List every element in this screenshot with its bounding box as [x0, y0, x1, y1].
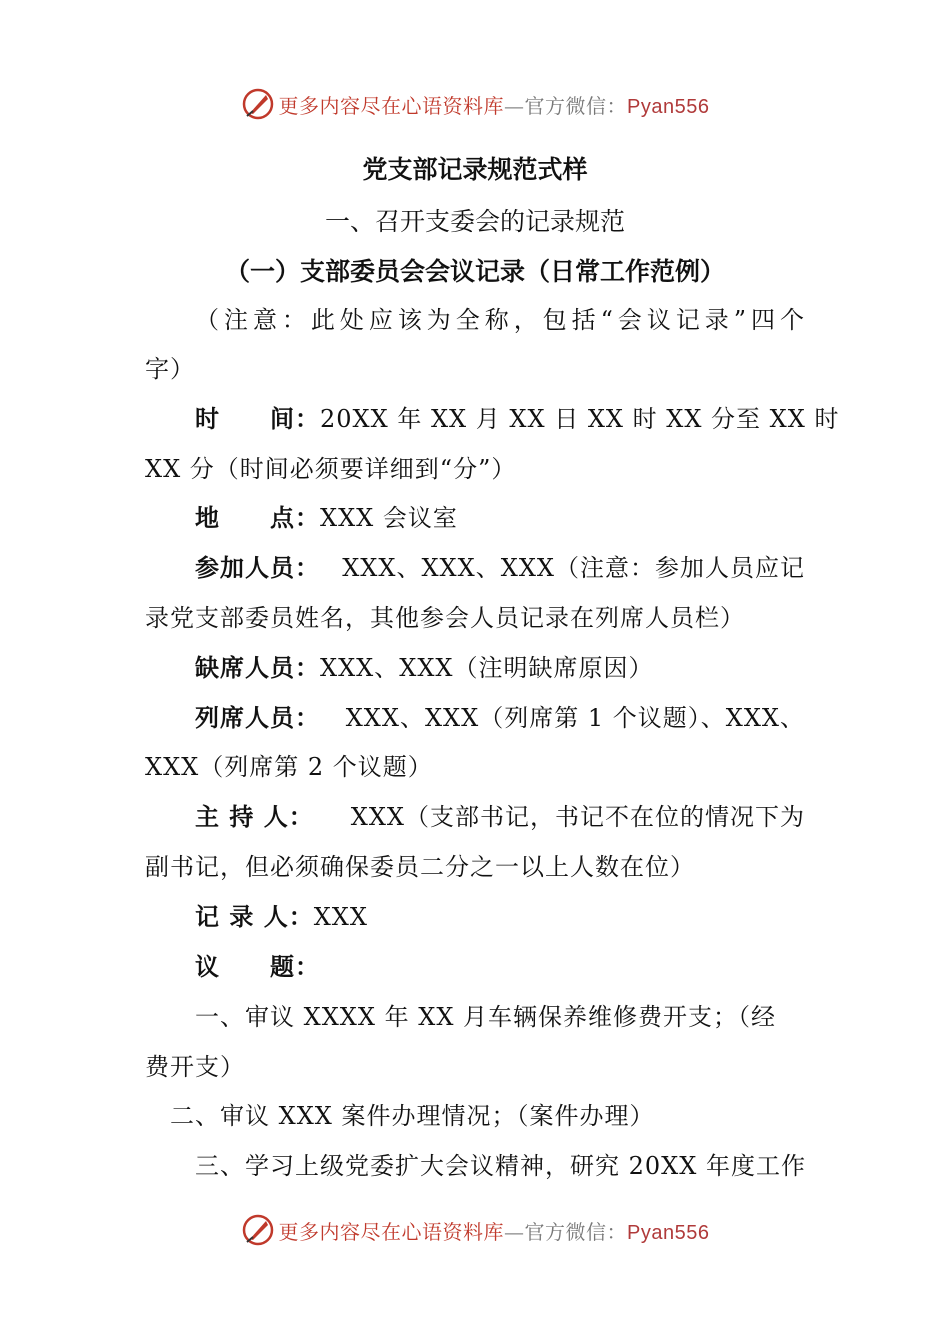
- absent-row: [195, 653, 805, 683]
- place-label: 地 点：: [195, 503, 320, 532]
- observers-label: 列席人员：: [195, 703, 320, 732]
- absent-value: XXX、XXX（注明缺席原因）: [320, 654, 654, 682]
- quill-logo-icon: [241, 87, 275, 121]
- time-value-cont: XX 分（时间必须要详细到“分”）: [145, 455, 517, 483]
- agenda-item-1-text: 一、审议 XXXX 年 XX 月车辆保养维修费开支；（经: [195, 1003, 777, 1031]
- banner-site-text: 更多内容尽在心语资料库: [278, 1219, 505, 1244]
- agenda-label: 议 题：: [195, 952, 320, 981]
- attendees-row: [195, 553, 805, 583]
- header-banner: [0, 84, 950, 124]
- banner-official-text: 官方微信：: [524, 1219, 628, 1244]
- time-row: [195, 404, 840, 434]
- banner-official-text: 官方微信：: [524, 93, 628, 118]
- note-line-2: 字）: [145, 355, 195, 383]
- banner-dash: —: [504, 1219, 525, 1244]
- host-label: 主 持 人：: [195, 802, 314, 831]
- place-row: [195, 503, 805, 533]
- attendees-label: 参加人员：: [195, 553, 320, 582]
- time-label: 时 间：: [195, 404, 320, 433]
- section-heading: 一、召开支委会的记录规范: [324, 207, 625, 236]
- host-value-cont: 副书记，但必须确保委员二分之一以上人数在位）: [145, 853, 695, 881]
- agenda-item-1: [195, 1002, 805, 1032]
- banner-site-text: 更多内容尽在心语资料库: [278, 93, 505, 118]
- banner-wechat-id: Pyan556: [627, 1221, 710, 1244]
- banner-dash: —: [504, 93, 525, 118]
- recorder-label: 记 录 人：: [195, 902, 314, 931]
- observers-value-cont: XXX（列席第 2 个议题）: [145, 753, 433, 781]
- host-row: [195, 802, 805, 832]
- place-value: XXX 会议室: [320, 504, 458, 532]
- agenda-item-3: 三、学习上级党委扩大会议精神，研究 20XX 年度工作: [195, 1152, 806, 1180]
- agenda-item-1-cont: 费开支）: [145, 1053, 245, 1081]
- host-value: XXX（支部书记，书记不在位的情况下为: [350, 803, 805, 831]
- attendees-value: XXX、XXX、XXX（注意：参加人员应记: [342, 554, 805, 582]
- attendees-value-cont: 录党支部委员姓名，其他参会人员记录在列席人员栏）: [145, 604, 745, 632]
- recorder-row: [195, 902, 805, 932]
- banner-text: [279, 1216, 710, 1245]
- subsection-heading: （一）支部委员会会议记录（日常工作范例）: [224, 257, 725, 286]
- time-value: 20XX 年 XX 月 XX 日 XX 时 XX 分至 XX 时: [320, 405, 840, 433]
- quill-logo-icon: [241, 1213, 275, 1247]
- absent-label: 缺席人员：: [195, 653, 320, 682]
- banner-wechat-id: Pyan556: [627, 95, 710, 118]
- observers-row: [195, 703, 805, 733]
- observers-value: XXX、XXX（列席第 1 个议题）、XXX、: [345, 704, 805, 732]
- banner-text: [279, 90, 710, 119]
- agenda-item-2: 二、审议 XXX 案件办理情况；（案件办理）: [170, 1102, 655, 1130]
- recorder-value: XXX: [313, 903, 368, 931]
- footer-banner: [0, 1210, 950, 1250]
- note-line-1: （注意：此处应该为全称，包括“会议记录”四个: [195, 306, 805, 334]
- document-title: 党支部记录规范式样: [362, 155, 588, 184]
